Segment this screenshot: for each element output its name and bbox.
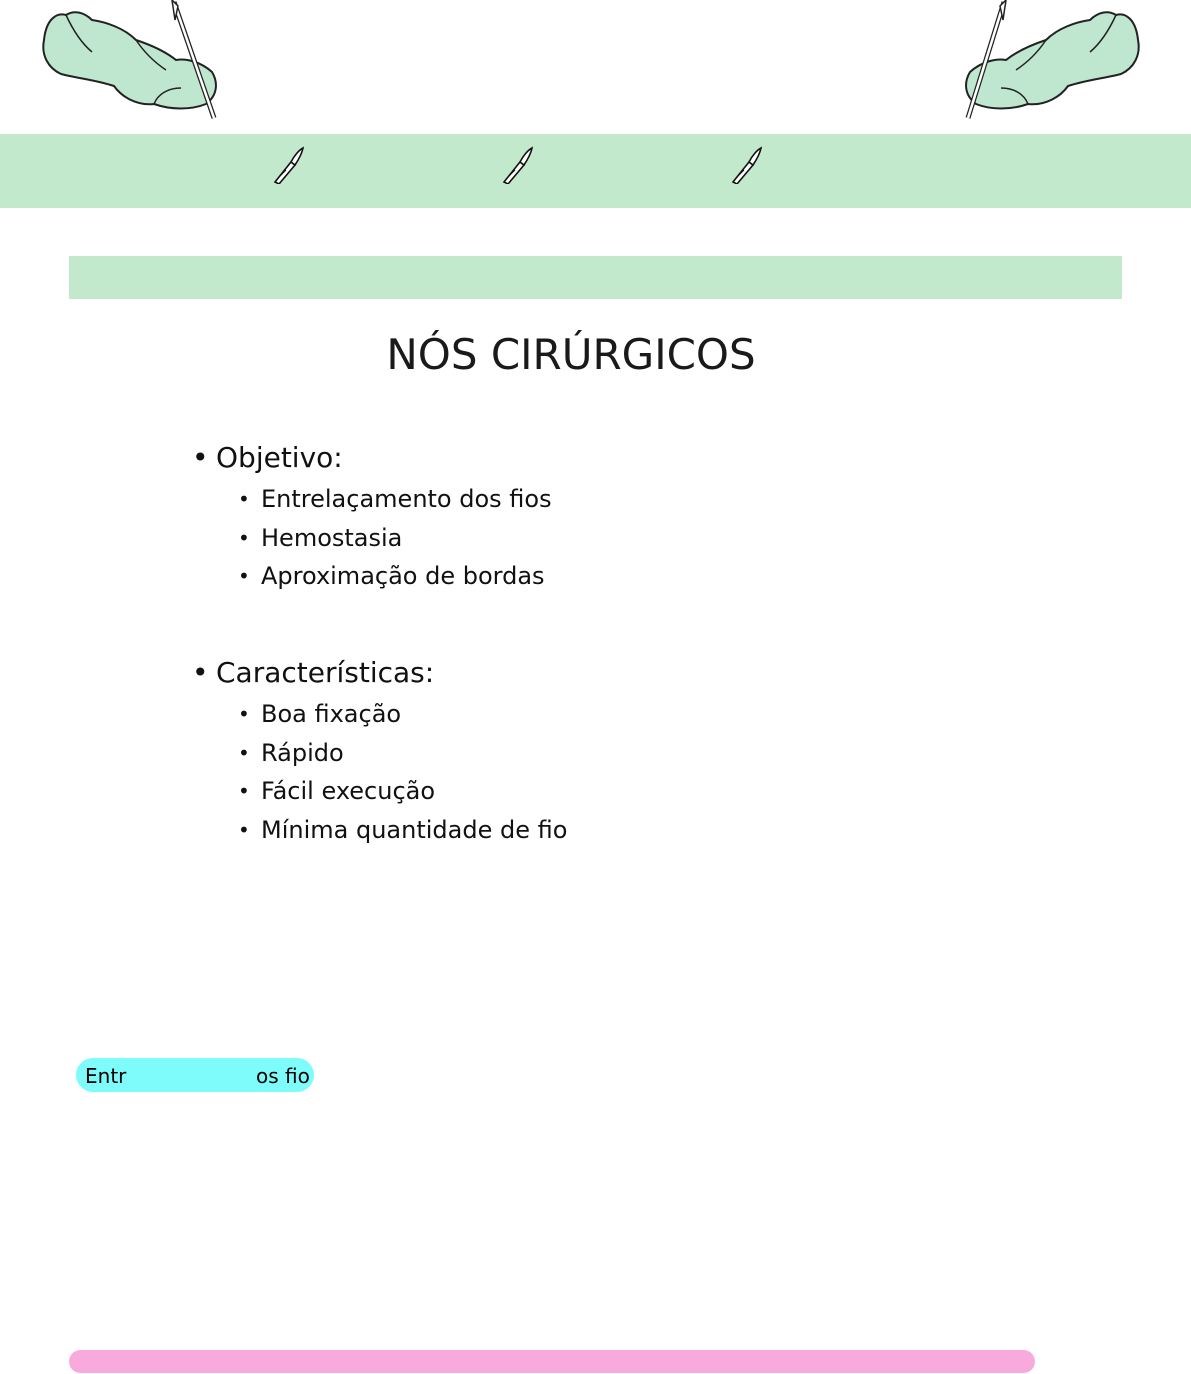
slide-title: NÓS CIRÚRGICOS: [386, 330, 756, 379]
section-heading: • Objetivo:: [192, 440, 892, 476]
note-text-start: Entr: [85, 1064, 127, 1088]
note-text-end: os fio: [256, 1064, 310, 1088]
list-item: • Entrelaçamento dos fios: [192, 480, 892, 519]
scalpel-icon: [500, 146, 534, 184]
left-gloved-hand-scalpel-icon: [36, 0, 226, 125]
footer-bar: [69, 1350, 1035, 1373]
list-item: • Boa fixação: [192, 695, 892, 734]
sub-list-container: [192, 480, 892, 596]
list-item: • Hemostasia: [192, 519, 892, 558]
sub-list: [192, 695, 892, 849]
list-item: • Mínima quantidade de fio: [192, 811, 892, 850]
objective-section: [192, 440, 892, 596]
scalpel-icon: [729, 146, 763, 184]
header-band: [0, 134, 1191, 208]
sub-list: [192, 480, 892, 596]
right-gloved-hand-scalpel-icon: [956, 0, 1146, 125]
sub-list-container: [192, 695, 892, 849]
section-heading: • Características:: [192, 655, 892, 691]
list-item: • Aproximação de bordas: [192, 557, 892, 596]
list-item: • Fácil execução: [192, 772, 892, 811]
slide-top-bar: [69, 256, 1122, 299]
scalpel-icon: [271, 146, 305, 184]
list-item: • Rápido: [192, 734, 892, 773]
characteristics-section: [192, 655, 892, 849]
